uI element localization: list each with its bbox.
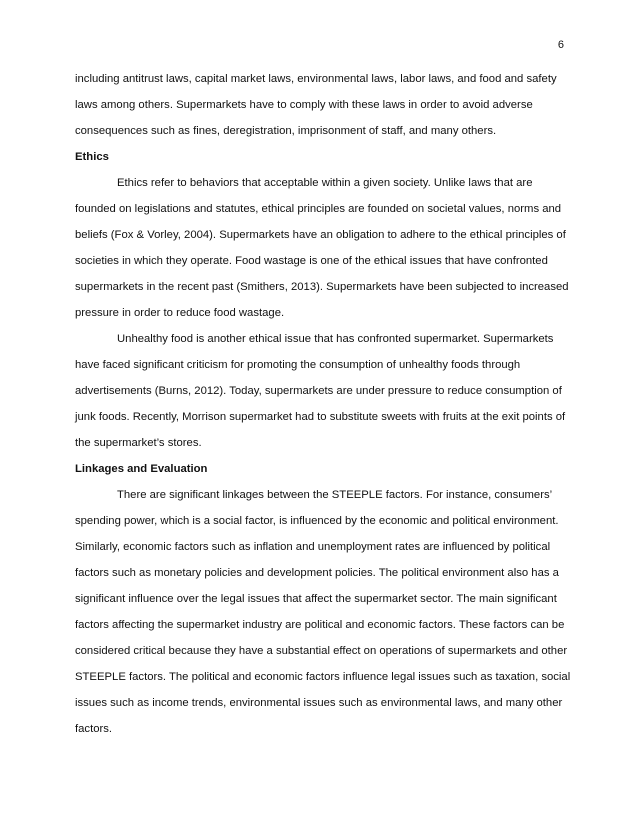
- ethics-paragraph-2: Unhealthy food is another ethical issue that has confronted supermarket. Supermarkets have faced significant criticism for promoting the consumption of unhealthy foods through advertisements (Burns, 2012). Today, supermarkets are under pressure to reduce consumption of junk foods. Recently, Morrison supermarket had to substitute sweets with fruits at the exit points of the supermarket’s stores.: [75, 333, 566, 449]
- document-body: [75, 66, 575, 742]
- page-number: 6: [557, 39, 564, 51]
- ethics-heading: Ethics: [75, 151, 109, 163]
- intro-paragraph: including antitrust laws, capital market laws, environmental laws, labor laws, and food and safety laws among others. Supermarkets have to comply with these laws in order to avoid adverse consequences such as fines, deregistration, imprisonment of staff, and many others.: [75, 73, 557, 137]
- ethics-paragraph-1: Ethics refer to behaviors that acceptable within a given society. Unlike laws that are founded on legislations and statutes, ethical principles are founded on societal values, norms and beliefs (Fox & Vorley, 2004). Supermarkets have an obligation to adhere to the ethical principles of societies in which they operate. Food wastage is one of the ethical issues that have confronted supermarkets in the recent past (Smithers, 2013). Supermarkets have been subjected to increased pressure in order to reduce food wastage.: [75, 177, 569, 319]
- linkages-heading: Linkages and Evaluation: [75, 463, 208, 475]
- linkages-paragraph-1: There are significant linkages between the STEEPLE factors. For instance, consumers’ spending power, which is a social factor, is influenced by the economic and political environment. Similarly, economic factors such as inflation and unemployment rates are influenced by political factors such as monetary policies and development policies. The political environment also has a significant influence over the legal issues that affect the supermarket sector. The main significant factors affecting the supermarket industry are political and economic factors. These factors can be considered critical because they have a substantial effect on operations of supermarkets and other STEEPLE factors. The political and economic factors influence legal issues such as taxation, social issues such as income trends, environmental issues such as environmental laws, and many other factors.: [75, 489, 571, 735]
